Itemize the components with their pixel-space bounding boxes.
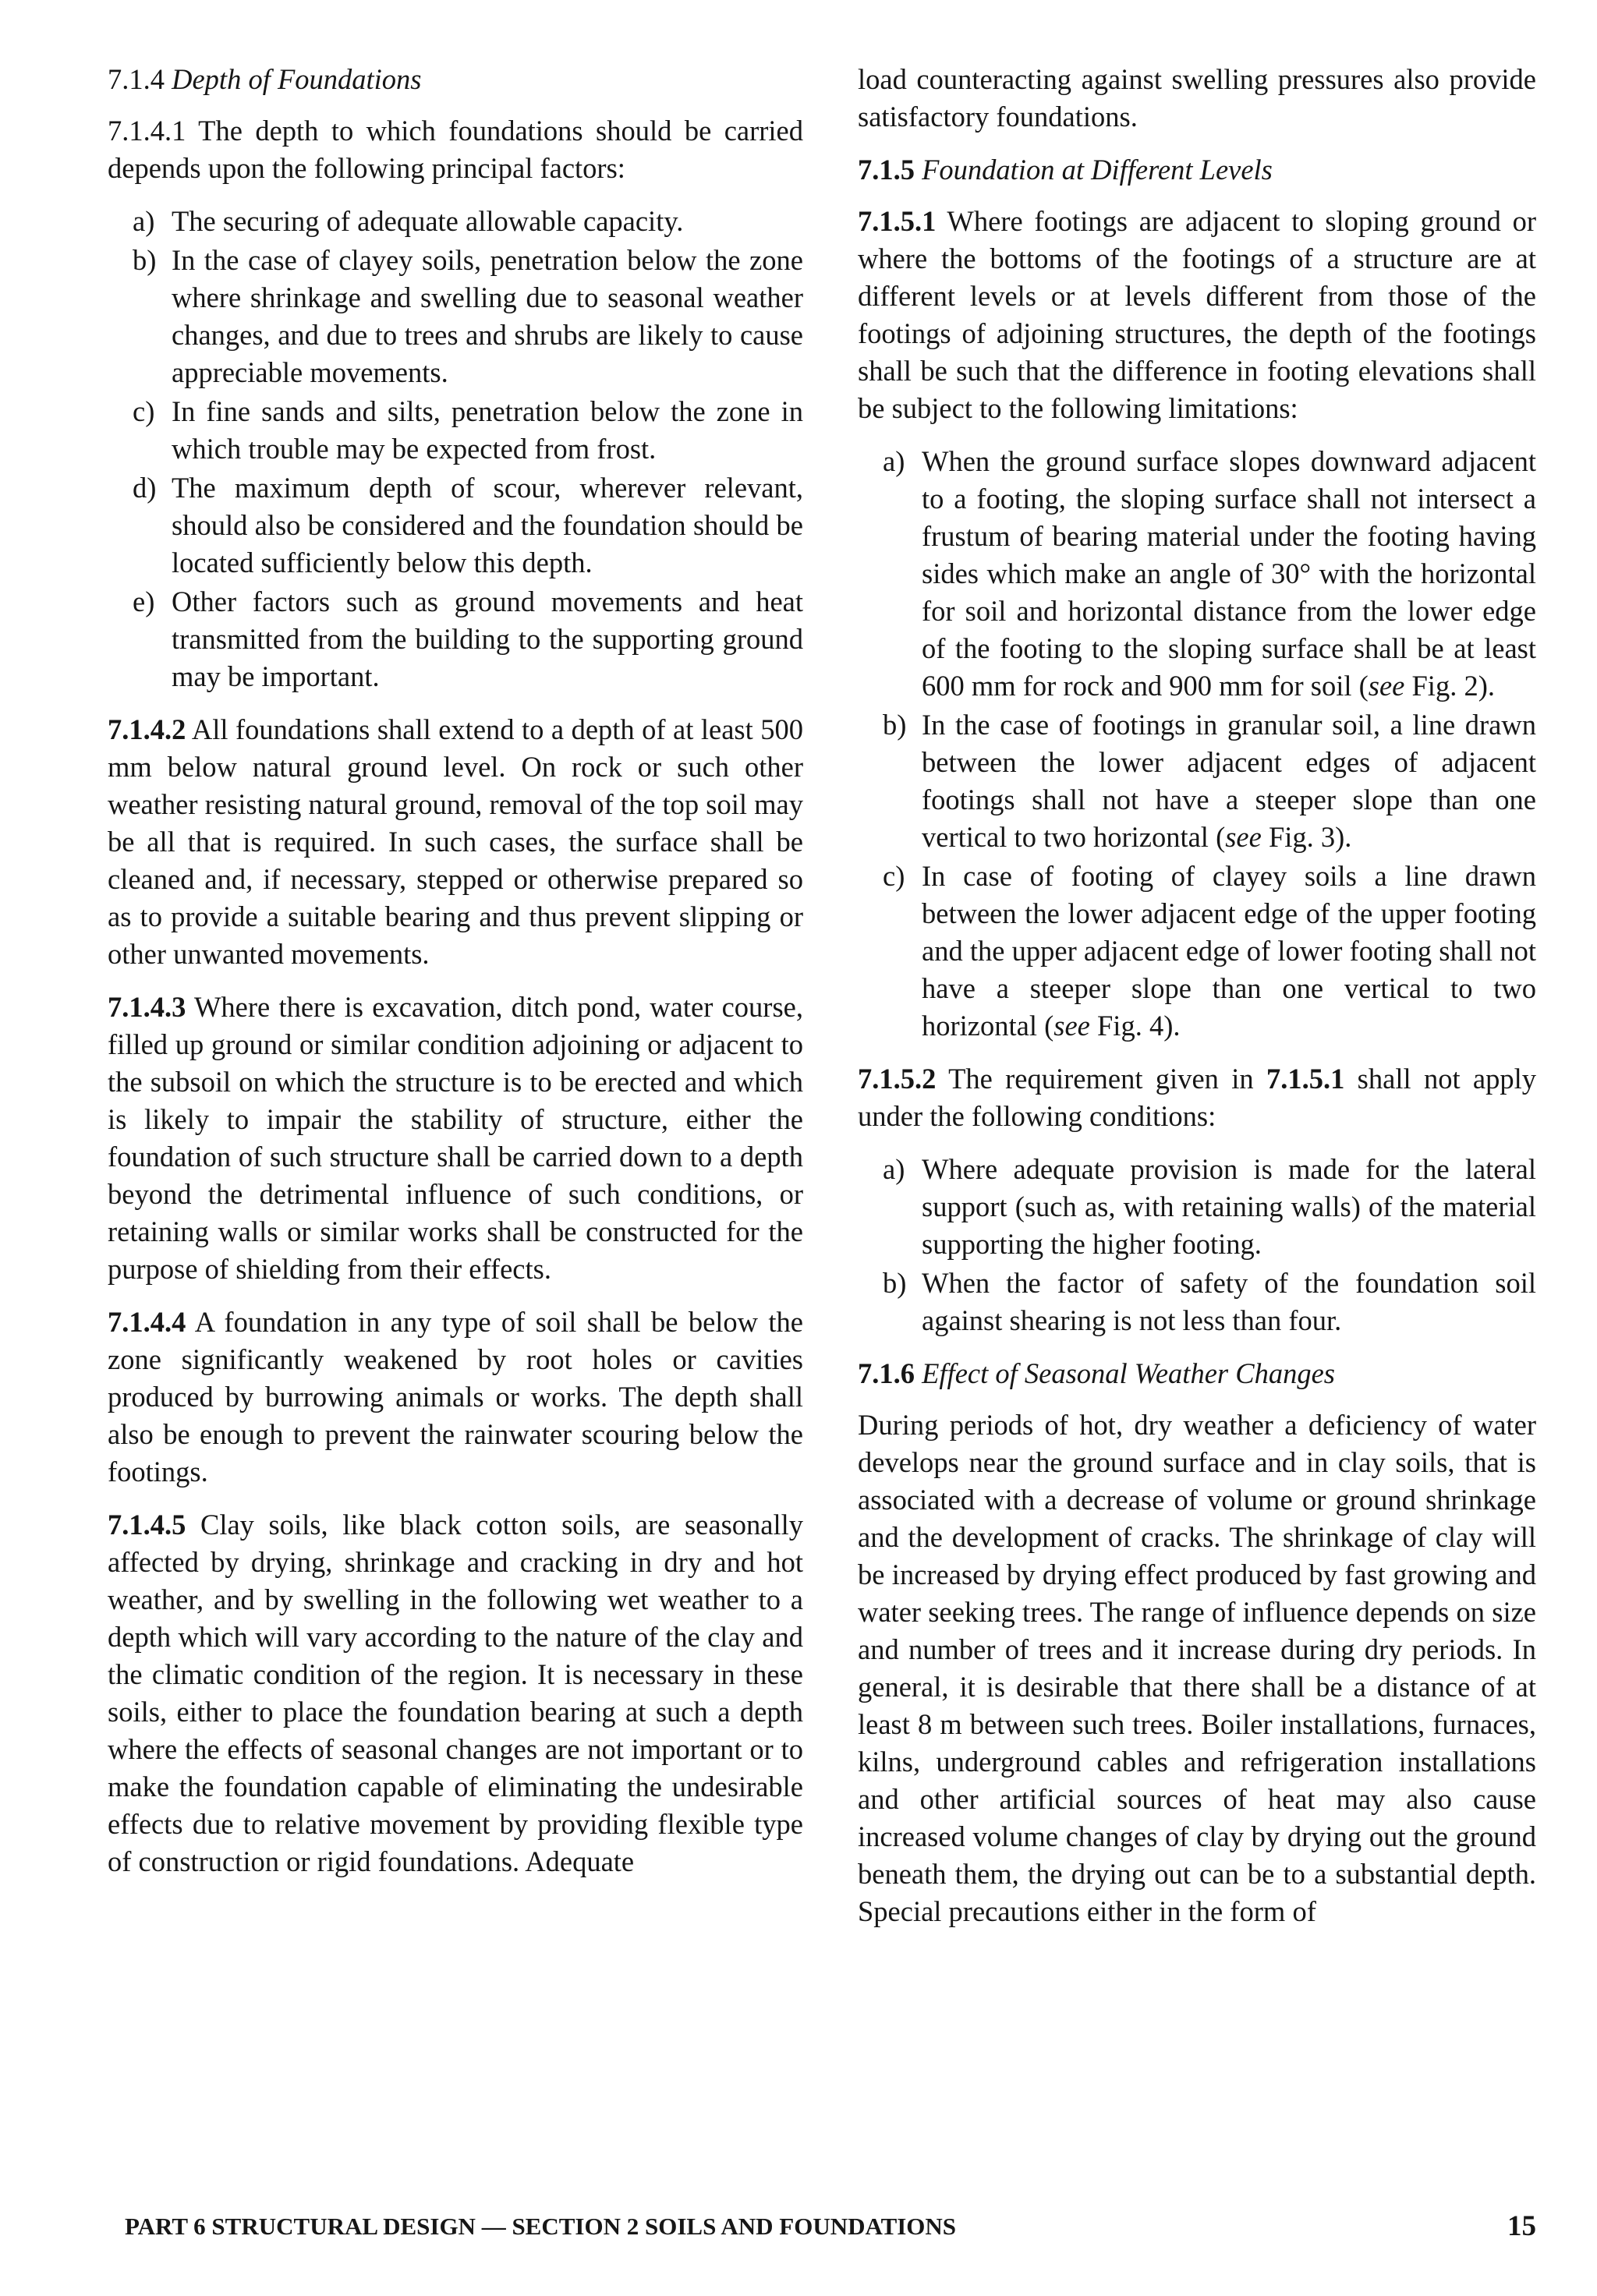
clause-number: 7.1.4.2 [108,713,186,745]
clause-7-1-5-2 [858,1060,1536,1135]
figure-reference: Fig. 4). [1089,1010,1181,1042]
list-item-text: The maximum depth of scour, wherever relevant, should also be considered and the foundation should be located sufficiently below this depth. [172,472,803,578]
clause-number: 7.1.4.4 [108,1306,186,1338]
continued-text: load counteracting against swelling pressures also provide satisfactory foundations. [858,63,1536,133]
clause-text: Where there is excavation, ditch pond, water course, filled up ground or similar condition adjoining or adjacent to the subsoil on which the structure is to be erected and which is likely to impair the stability of structure, either the foundation of such structure shall be carried down to a depth beyond the detrimental influence of such conditions, or retaining walls or similar works shall be constructed for the purpose of shielding from their effects. [108,991,803,1285]
clause-number: 7.1.4.3 [108,991,186,1023]
factor-list [108,203,803,695]
clause-number: 7.1.5.1 [858,205,937,237]
list-item-label: e) [133,585,155,617]
list-item-label: a) [133,205,155,237]
condition-list [858,1151,1536,1339]
list-item-label: d) [133,472,157,504]
heading-7-1-4 [108,61,803,98]
clause-text-start: The requirement given in [948,1063,1266,1095]
list-item-label: a) [883,445,905,477]
list-item [108,393,803,468]
clause-7-1-4-1 [108,112,803,187]
page-number: 15 [1507,2210,1536,2242]
clause-7-1-4-4 [108,1304,803,1491]
heading-number: 7.1.4 [108,63,165,95]
paren-open: ( [1036,1010,1054,1042]
clause-7-1-5-1 [858,203,1536,427]
limitation-list [858,443,1536,1045]
heading-number: 7.1.6 [858,1357,915,1389]
list-item-label: c) [133,395,155,427]
paragraph-7-1-6: During periods of hot, dry weather a deficiency of water develops near the ground surface and in clay soils, that is associated with a decrease of volume or ground shrinkage and the development of cracks. The shrinkage of clay will be increased by drying effect produced by fast growing and water seeking trees. The range of influence depends on size and number of trees and it increase during dry periods. In general, it is desirable that there shall be a distance of at least 8 m between such trees. Boiler installations, furnaces, kilns, underground cables and refrigeration installations and other artificial sources of heat may also cause increased volume changes of clay by drying out the ground beneath them, the drying out can be to a substantial depth. Special precautions either in the form of [858,1409,1536,1927]
clause-7-1-4-3 [108,989,803,1288]
list-item [108,583,803,695]
see-word: see [1053,1010,1090,1042]
list-item [858,1151,1536,1263]
heading-title: Effect of Seasonal Weather Changes [922,1357,1335,1389]
list-item [858,443,1536,705]
page-footer [125,2211,1536,2242]
list-item-text [922,443,1536,705]
clause-text: Clay soils, like black cotton soils, are seasonally affected by drying, shrinkage and cracking in dry and hot weather, and by swelling in the following wet weather to a depth which will vary according to the nature of the clay and the climatic condition of the region. It is necessary in these soils, either to place the foundation bearing at such a depth where the effects of seasonal changes are not important or to make the foundation capable of eliminating the undesirable effects due to relative movement by providing flexible type of construction or rigid foundations. Adequate [108,1509,804,1877]
list-item-label: b) [133,244,157,276]
list-item-label: a) [883,1153,905,1185]
clause-number: 7.1.4.5 [108,1509,186,1541]
list-item-text: In fine sands and silts, penetration below the zone in which trouble may be expected from frost. [172,395,803,465]
list-item-text: The securing of adequate allowable capacity. [172,205,684,237]
left-column [108,61,803,1896]
list-item-text: Where adequate provision is made for the lateral support (such as, with retaining walls) of the material supporting the higher footing. [922,1153,1536,1260]
list-item [108,469,803,582]
list-item [108,203,803,240]
running-title: PART 6 STRUCTURAL DESIGN — SECTION 2 SOILS AND FOUNDATIONS [125,2213,957,2240]
list-item-text: In the case of clayey soils, penetration below the zone where shrinkage and swelling due to seasonal weather changes, and due to trees and shrubs are likely to cause appreciable movements. [172,244,803,388]
clause-7-1-4-2 [108,711,803,973]
list-item [858,1265,1536,1339]
list-item [108,242,803,391]
list-item-label: b) [883,709,907,741]
figure-reference: Fig. 2). [1404,670,1495,702]
clause-7-1-4-5 [108,1506,803,1880]
clause-number: 7.1.5.2 [858,1063,937,1095]
paren-open: ( [1351,670,1369,702]
list-item-body: When the ground surface slopes downward adjacent to a footing, the sloping surface shall not intersect a frustum of bearing material under the footing having sides which make an angle of 30° with the horizontal for soil and horizontal distance from the lower edge of the footing to the sloping surface shall be at least 600 mm for rock and 900 mm for soil [922,445,1536,702]
list-item-text: When the factor of safety of the foundation soil against shearing is not less than four. [922,1267,1536,1336]
clause-number: 7.1.4.1 [108,115,186,147]
paren-open: ( [1208,821,1226,853]
heading-7-1-6 [858,1355,1536,1392]
heading-title: Foundation at Different Levels [922,154,1273,186]
list-item [858,858,1536,1045]
see-word: see [1225,821,1262,853]
heading-number: 7.1.5 [858,154,915,186]
list-item-text: Other factors such as ground movements and heat transmitted from the building to the supporting ground may be important. [172,585,803,692]
heading-title: Depth of Foundations [172,63,422,95]
clause-text: Where footings are adjacent to sloping ground or where the bottoms of the footings of a structure are at different levels or at levels different from those of the footings of adjoining structures, the depth of the footings shall be such that the difference in footing elevations shall be subject to the following limitations: [858,205,1536,424]
clause-text: The depth to which foundations should be carried depends upon the following principal factors: [108,115,804,184]
clause-text-end: shall not apply under the following conditions: [858,1063,1537,1132]
list-item-text [922,706,1536,856]
list-item [858,706,1536,856]
clause-reference: 7.1.5.1 [1266,1063,1345,1095]
list-item-text [922,858,1536,1045]
list-item-body: In case of footing of clayey soils a line drawn between the lower adjacent edge of the upper footing and the upper adjacent edge of lower footing shall not have a steeper slope than one vertical to two horizontal [922,860,1536,1042]
right-column [858,61,1536,1946]
list-item-body: In the case of footings in granular soil, a line drawn between the lower adjacent edges of adjacent footings shall not have a steeper slope than one vertical to two horizontal [922,709,1536,853]
list-item-label: b) [883,1267,907,1299]
clause-text: All foundations shall extend to a depth of at least 500 mm below natural ground level. On rock or such other weather resisting natural ground, removal of the top soil may be all that is required. In such cases, the surface shall be cleaned and, if necessary, stepped or otherwise prepared so as to provide a suitable bearing and thus prevent slipping or other unwanted movements. [108,713,803,970]
clause-text: A foundation in any type of soil shall be below the zone significantly weakened by root holes or cavities produced by burrowing animals or works. The depth shall also be enough to prevent the rainwater scouring below the footings. [108,1306,803,1488]
see-word: see [1368,670,1405,702]
figure-reference: Fig. 3). [1261,821,1352,853]
heading-7-1-5 [858,151,1536,189]
list-item-label: c) [883,860,905,892]
